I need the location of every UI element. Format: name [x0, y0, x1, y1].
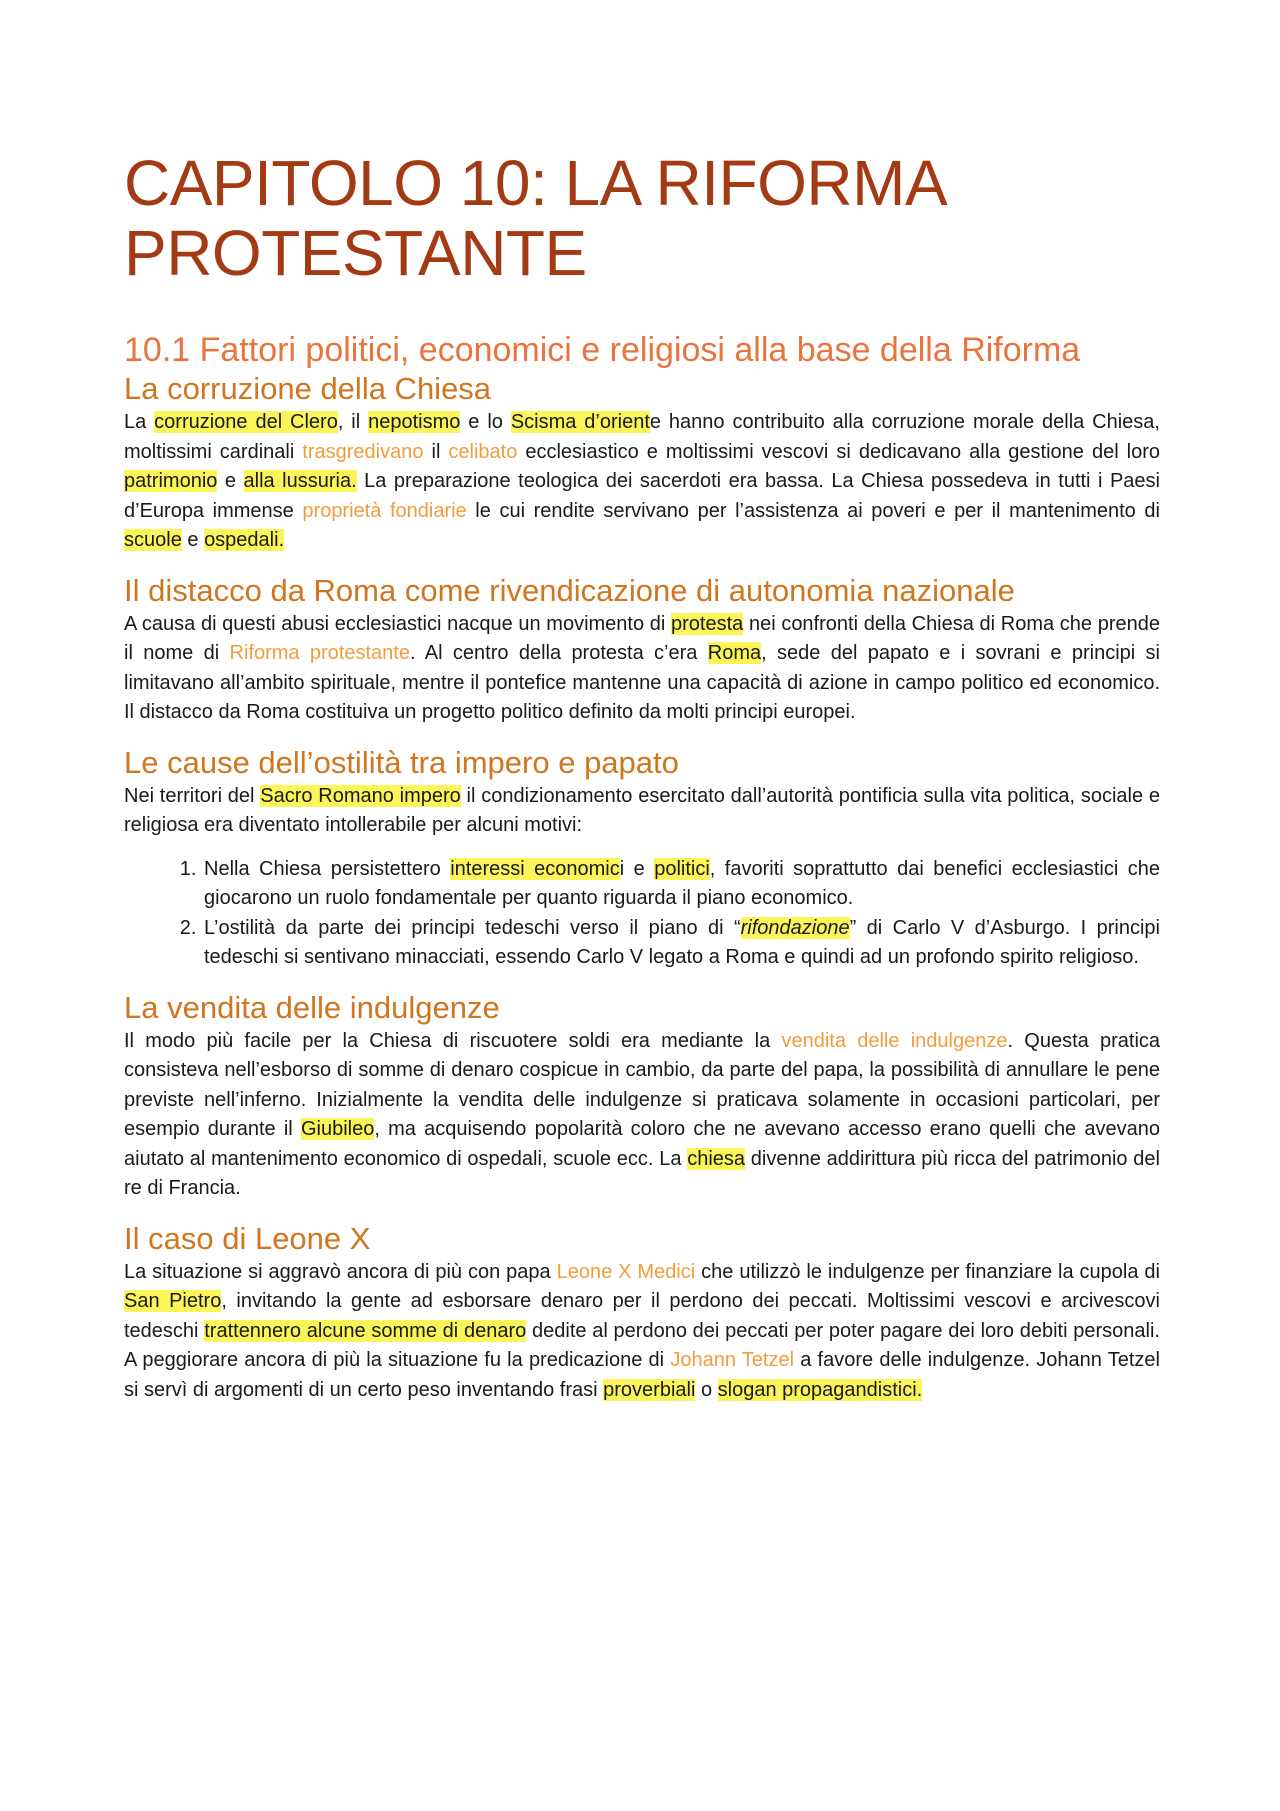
document-page	[124, 148, 1160, 1405]
subheading-distacco: Il distacco da Roma come rivendicazione di autonomia nazionale	[124, 572, 1015, 608]
chapter-title: CAPITOLO 10: LA RIFORMA PROTESTANTE	[124, 147, 944, 289]
highlight: ospedali.	[204, 529, 285, 551]
highlight: rifondazione	[740, 916, 850, 939]
section-title: 10.1 Fattori politici, economici e religiosi alla base della Riforma	[124, 331, 1081, 369]
subheading-ostilita: Le cause dell’ostilità tra impero e papato	[124, 744, 679, 780]
highlight: Sacro Romano impero	[260, 784, 461, 807]
highlight: scuole	[124, 529, 182, 551]
paragraph-ostilita: Nei territori del Sacro Romano impero il condizionamento esercitato dall’autorità pontificia sulla vita politica, sociale e religiosa era diventato intollerabile per alcuni motivi:	[124, 784, 1160, 836]
list-item: 2. L’ostilità da parte dei principi tedeschi verso il piano di “rifondazione” di Carlo V d’Asburgo. I principi tedeschi si sentivano minacciati, essendo Carlo V legato a Roma e quindi ad un profondo spirito religioso.	[202, 914, 1160, 973]
orange-term: Johann Tetzel	[670, 1349, 795, 1371]
motives-list	[124, 855, 1160, 973]
highlight: chiesa	[687, 1147, 746, 1170]
highlight: nepotismo	[368, 411, 461, 433]
highlight: alla lussuria.	[243, 470, 357, 492]
subheading-leone: Il caso di Leone X	[124, 1220, 371, 1256]
orange-term: vendita delle indulgenze	[781, 1029, 1008, 1052]
orange-term: Leone X Medici	[556, 1260, 696, 1283]
paragraph-indulgenze: Il modo più facile per la Chiesa di riscuotere soldi era mediante la vendita delle indulgenze. Questa pratica consisteva nell’esborso di somme di denaro cospicue in cambio, da parte del papa, la possibilità di annullare le pene previste nell’inferno. Inizialmente la vendita delle indulgenze si praticava solamente in occasioni particolari, per esempio durante il Giubileo, ma acquisendo popolarità coloro che ne avevano accesso erano quelli che avevano aiutato al mantenimento economico di ospedali, scuole ecc. La chiesa divenne addirittura più ricca del patrimonio del re di Francia.	[124, 1029, 1161, 1199]
highlight: protesta	[671, 612, 744, 635]
paragraph-corruzione: La corruzione del Clero, il nepotismo e lo Scisma d’oriente hanno contribuito alla corruzione morale della Chiesa, moltissimi cardinali trasgredivano il celibato ecclesiastico e moltissimi vescovi si dedicavano alla gestione del loro patrimonio e alla lussuria. La preparazione teologica dei sacerdoti era bassa. La Chiesa possedeva in tutti i Paesi d’Europa immense proprietà fondiarie le cui rendite servivano per l’assistenza ai poveri e per il mantenimento di scuole e ospedali.	[124, 411, 1160, 551]
paragraph-distacco: A causa di questi abusi ecclesiastici nacque un movimento di protesta nei confronti della Chiesa di Roma che prende il nome di Riforma protestante. Al centro della protesta c’era Roma, sede del papato e i sovrani e principi si limitavano all’ambito spirituale, mentre il pontefice mantenne una capacità di azione in campo politico ed economico. Il distacco da Roma costituiva un progetto politico definito da molti principi europei.	[124, 612, 1160, 723]
highlight: politici	[654, 857, 710, 880]
highlight: San Pietro	[124, 1290, 222, 1312]
orange-term: proprietà fondiarie	[302, 499, 467, 522]
highlight: corruzione del Clero	[154, 411, 338, 433]
subheading-indulgenze: La vendita delle indulgenze	[124, 989, 500, 1025]
highlight: slogan propagandistici.	[717, 1378, 923, 1401]
paragraph-leone: La situazione si aggravò ancora di più con papa Leone X Medici che utilizzò le indulgenze per finanziare la cupola di San Pietro, invitando la gente ad esborsare denaro per il perdono dei peccati. Moltissimi vescovi e arcivescovi tedeschi trattennero alcune somme di denaro dedite al perdono dei peccati per poter pagare dei loro debiti personali. A peggiorare ancora di più la situazione fu la predicazione di Johann Tetzel a favore delle indulgenze. Johann Tetzel si servì di argomenti di un certo peso inventando frasi proverbiali o slogan propagandistici.	[124, 1260, 1161, 1401]
subheading-corruzione: La corruzione della Chiesa	[124, 371, 492, 406]
highlight: patrimonio	[124, 470, 218, 492]
orange-term: celibato	[448, 440, 518, 463]
highlight: interessi economic	[450, 857, 620, 880]
highlight: Giubileo	[300, 1118, 375, 1140]
highlight: Roma	[707, 642, 762, 664]
highlight: proverbiali	[603, 1378, 696, 1401]
orange-term: Riforma protestante	[229, 642, 410, 664]
highlight: trattennero alcune somme di denaro	[204, 1319, 527, 1342]
orange-term: trasgredivano	[302, 440, 424, 463]
list-item: 1. Nella Chiesa persistettero interessi economici e politici, favoriti soprattutto dai benefici ecclesiastici che giocarono un ruolo fondamentale per quanto riguarda il piano economico.	[202, 855, 1160, 914]
highlight: Scisma d’orient	[510, 411, 650, 433]
